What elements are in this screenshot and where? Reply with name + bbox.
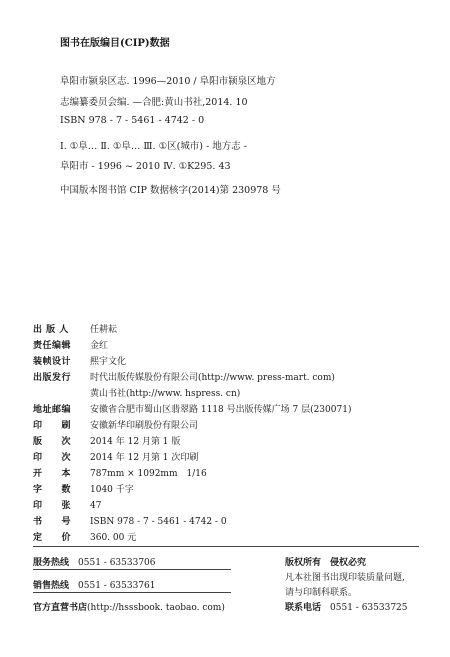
cip-line-1: 阜阳市颍泉区志. 1996—2010 / 阜阳市颍泉区地方 — [60, 76, 276, 87]
contact-phone-label: 联系电话 — [285, 603, 322, 613]
info-label: 地址邮编 — [33, 405, 72, 415]
info-row-distributor-2 — [33, 386, 240, 399]
info-value: 2014 年 12 月第 1 次印刷 — [90, 453, 199, 463]
sales-hotline-value: 0551 - 63533761 — [78, 581, 156, 591]
info-label: 书 号 — [33, 517, 72, 527]
info-label: 印 刷 — [33, 421, 72, 431]
sales-hotline-label: 销售热线 — [33, 581, 70, 591]
info-value: 2014 年 12 月第 1 版 — [90, 437, 181, 447]
info-value: 47 — [90, 501, 102, 511]
info-row-design — [33, 354, 126, 367]
info-row-printer — [33, 418, 198, 431]
info-value: 金红 — [90, 341, 109, 351]
cip-classification-1: Ⅰ. ①阜… Ⅱ. ①阜… Ⅲ. ①区(城市) - 地方志 - — [60, 141, 247, 152]
cip-classification-2: 阜阳市 - 1996 ~ 2010 Ⅳ. ①K295. 43 — [60, 161, 231, 172]
footer-divider — [33, 546, 419, 547]
info-value: 安徽省合肥市蜀山区翡翠路 1118 号出版传媒广场 7 层(230071) — [90, 405, 352, 415]
copyright-notice: 版权所有 侵权必究 — [285, 558, 367, 568]
quality-notice-line-1: 凡本社图书出现印装质量问题, — [285, 573, 405, 583]
info-row-word-count — [33, 482, 134, 495]
info-row-distributor — [33, 370, 335, 383]
info-label: 出 版 人 — [33, 325, 69, 335]
info-row-sheets — [33, 498, 101, 511]
info-label: 印 次 — [33, 453, 72, 463]
info-label: 出版发行 — [33, 373, 72, 383]
info-row-edition — [33, 434, 180, 447]
info-value: 黄山书社(http://www. hspress. cn) — [90, 389, 241, 399]
info-value: 熙宇文化 — [90, 357, 127, 367]
info-row-price — [33, 530, 136, 543]
info-value: 1040 千字 — [90, 485, 134, 495]
info-row-printing — [33, 450, 198, 463]
cip-isbn: ISBN 978 - 7 - 5461 - 4742 - 0 — [60, 115, 205, 126]
cip-title: 图书在版编目(CIP)数据 — [60, 38, 170, 49]
cip-verification-number: 中国版本图书馆 CIP 数据核字(2014)第 230978 号 — [60, 185, 281, 196]
footer-divider-short — [33, 592, 231, 593]
quality-notice-line-2: 请与印制科联系。 — [285, 588, 358, 598]
info-value: 任耕耘 — [90, 325, 118, 335]
footer-divider-short — [33, 569, 231, 570]
info-label: 印 张 — [33, 501, 72, 511]
info-label: 字 数 — [33, 485, 72, 495]
info-label: 装帧设计 — [33, 357, 72, 367]
contact-phone — [285, 600, 408, 613]
info-value: 时代出版传媒股份有限公司(http://www. press-mart. com) — [90, 373, 335, 383]
sales-hotline — [33, 578, 156, 591]
info-row-format — [33, 466, 207, 479]
info-row-address — [33, 402, 351, 415]
online-store-url: (http://hsssbook. taobao. com) — [87, 603, 225, 613]
info-value: 787mm × 1092mm 1/16 — [90, 469, 207, 479]
info-value: 360. 00 元 — [90, 533, 137, 543]
info-value: ISBN 978 - 7 - 5461 - 4742 - 0 — [90, 517, 227, 527]
service-hotline — [33, 555, 156, 568]
online-store — [33, 600, 225, 613]
cip-line-2: 志编纂委员会编. —合肥:黄山书社,2014. 10 — [60, 97, 248, 108]
info-label: 版 次 — [33, 437, 72, 447]
info-label: 定 价 — [33, 533, 72, 543]
service-hotline-label: 服务热线 — [33, 558, 70, 568]
online-store-label: 官方直营书店 — [33, 603, 88, 613]
info-label: 开 本 — [33, 469, 72, 479]
service-hotline-value: 0551 - 63533706 — [78, 558, 156, 568]
info-row-isbn — [33, 514, 227, 527]
info-row-editor — [33, 338, 108, 351]
info-row-publisher — [33, 322, 117, 335]
info-label: 责任编辑 — [33, 341, 72, 351]
contact-phone-value: 0551 - 63533725 — [330, 603, 408, 613]
info-value: 安徽新华印刷股份有限公司 — [90, 421, 199, 431]
